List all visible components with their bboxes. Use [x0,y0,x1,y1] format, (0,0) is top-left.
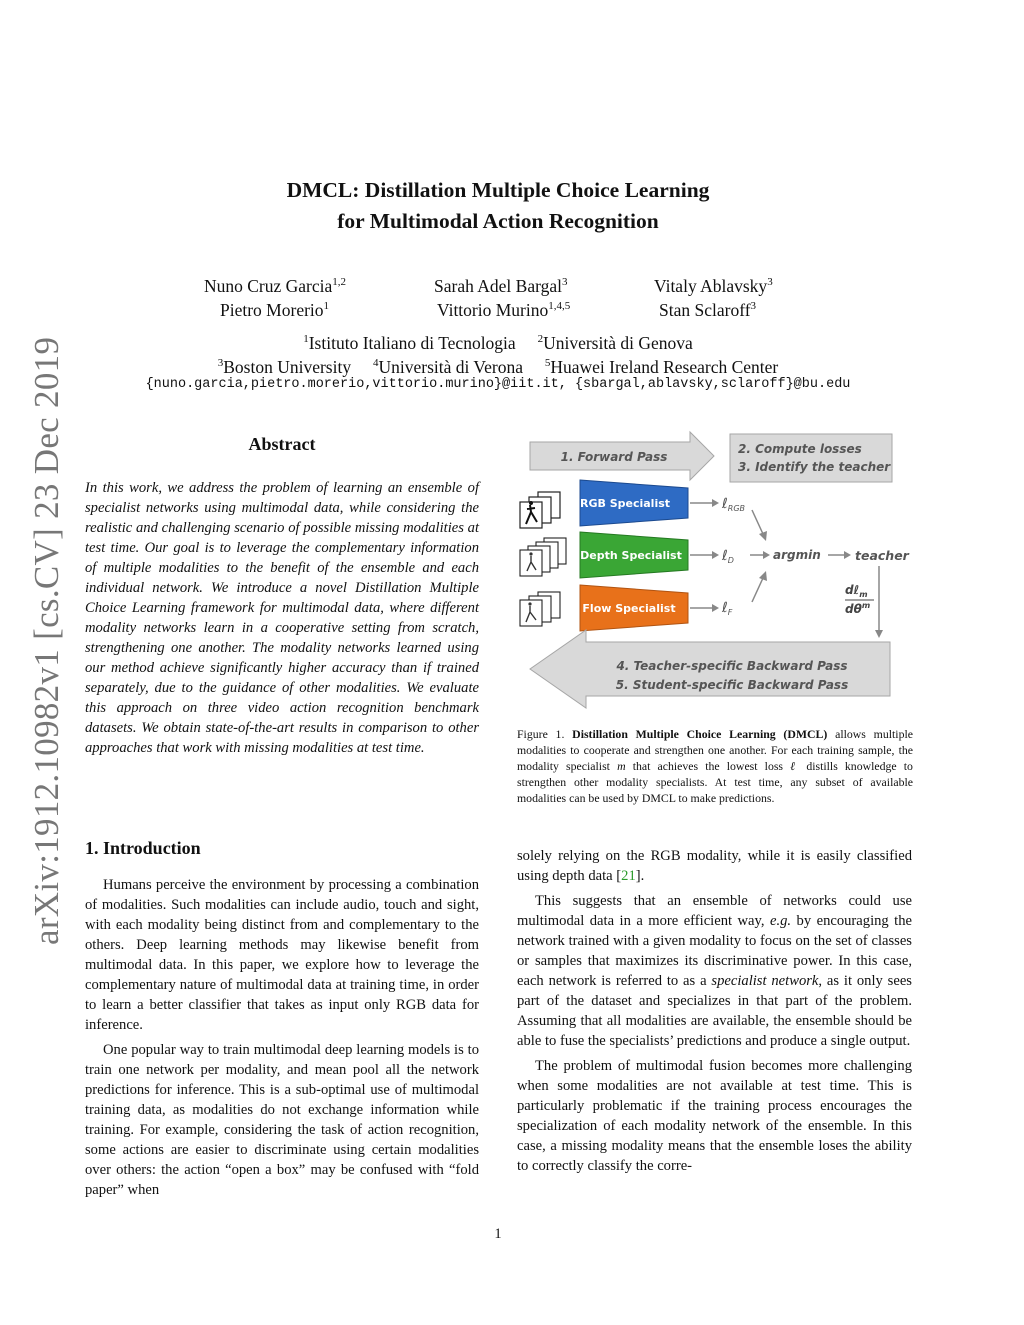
backward-pass-label-1: 4. Teacher-specific Backward Pass [616,659,848,673]
citation-21[interactable]: 21 [621,868,636,884]
introduction-heading: 1. Introduction [85,838,201,858]
right-paragraph-1: solely relying on the RGB modality, while it is easily classified using depth data [21]. [517,848,912,884]
author-4: Pietro Morerio$^1$ [220,299,330,320]
specialist-to-loss-arrows [690,499,719,612]
identify-teacher-label: 3. Identify the teacher [738,460,891,474]
loss-flow: ℓ$_F$ [722,600,733,617]
right-paragraph-3: The problem of multimodal fusion becomes more challenging when some modalities are not available at test time. This is particularly problematic if the training process encourages the specialization of each modality network of the ensemble. In this case, a missing modality means that the ensemble loses the ability to correctly classify the corre- [517,1058,912,1174]
forward-pass-label: 1. Forward Pass [560,450,668,464]
figure-1-diagram [516,430,914,710]
depth-frames-icon [520,538,566,576]
author-1: Nuno Cruz Garcia$^{1,2}$ [204,275,347,296]
teacher-down-arrow [875,566,883,638]
compute-losses-label: 2. Compute losses [738,442,862,456]
argmin-to-teacher-arrow [828,551,851,559]
svg-text:dθm: $d\theta^m$ [845,601,871,616]
paper-title [0,175,996,237]
argmin-label: argmin [773,548,821,562]
flow-frames-icon [520,592,560,626]
affiliation-4: $^4$Università di Verona [372,356,523,377]
author-5: Vittorio Murino$^{1,4,5}$ [437,299,571,320]
svg-text:dℓm: dℓ$_m$ [845,583,868,599]
left-column-text [85,875,479,1205]
affiliation-1: $^1$Istituto Italiano di Tecnologia [303,332,516,353]
loss-to-argmin-arrows [750,510,770,602]
intro-paragraph-1: Humans perceive the environment by processing a combination of modalities. Such modalities can include audio, touch and sight, with each modality being distinct from and complementary to the others. Deep learning methods may likewise benefit from multimodal data. In this paper, we explore how to leverage the complementary nature of multimodal data at training time, in order to learn a better classifier that takes as input only RGB data for inference. [85,877,479,1033]
title-line-1: DMCL: Distillation Multiple Choice Learning [286,178,710,202]
depth-specialist-label: Depth Specialist [580,549,682,562]
title-line-2: for Multimodal Action Recognition [337,209,659,233]
abstract-text: In this work, we address the problem of learning an ensemble of specialist networks using multimodal data, while considering the realistic and challenging scenario of possible missing modalities at test time. Our goal is to leverage the complementary information of multiple modalities to the benefit of the ensemble and each individual network. We introduce a novel Distillation Multiple Choice Learning framework for multimodal data, where different modality networks learn in a cooperative setting from scratch, strengthening one another. The modality networks learned using our method achieve significantly higher accuracy than if trained separately, due to the guidance of other modalities. We evaluate this approach on three video action recognition benchmark datasets. We obtain state-of-the-art results in comparison to other approaches that work with missing modalities at test time. [85,480,479,756]
affiliation-3: $^3$Boston University [217,356,352,377]
abstract-heading: Abstract [248,434,316,454]
affiliation-2: $^2$Università di Genova [537,332,693,353]
author-3: Vitaly Ablavsky$^3$ [654,275,773,296]
intro-paragraph-2: One popular way to train multimodal deep learning models is to train one network per modality, and mean pool all the network predictions for inference. This is a sub-optimal use of multimodal training data, as modalities do not exchange information while training. For example, considering the task of action recognition, some actions are easier to discriminate using certain modalities over others: the action “open a box” may be confused with “fold paper” when [85,1042,479,1198]
affiliation-5: $^5$Huawei Ireland Research Center [544,356,779,377]
loss-depth: ℓ$_D$ [722,548,734,565]
figure-1-caption: Figure 1. Distillation Multiple Choice Learning (DMCL) allows multiple modalities to cooperate and strengthen one another. For each training sample, the modality specialist m that achieves the lowest loss ℓ distills knowledge to strengthen other modality specialists. At test time, any subset of available modalities can be used by DMCL to make predictions. [517,727,913,805]
gradient-fraction [845,583,874,616]
page-number: 1 [494,1226,502,1242]
author-2: Sarah Adel Bargal$^3$ [434,275,568,296]
right-column-text [517,846,912,1181]
author-6: Stan Sclaroff$^3$ [659,299,757,320]
teacher-label: teacher [855,548,909,563]
author-emails: {nuno.garcia,pietro.morerio,vittorio.murino}@iit.it, {sbargal,ablavsky,sclaroff}@bu.edu [145,377,851,392]
backward-pass-label-2: 5. Student-specific Backward Pass [615,678,849,692]
rgb-frames-icon [520,492,560,528]
rgb-specialist-label: RGB Specialist [579,497,671,510]
loss-rgb: ℓ$_{RGB}$ [722,496,746,513]
arxiv-identifier: arXiv:1912.10982v1 [cs.CV] 23 Dec 2019 [27,336,66,945]
right-paragraph-2: This suggests that an ensemble of networks could use multimodal data in a more efficient way, e.g. by encouraging the network trained with a given modality to focus on the set of classes or samples that maximizes its discriminative power. In this case, each network is referred to as a specialist network, as it only sees part of the dataset and specializes in that part of the problem. Assuming that all modalities are available, the ensemble should be able to fuse the specialists’ predictions and produce a single output. [517,893,913,1049]
affiliations-line-2 [0,351,996,379]
flow-specialist-label: Flow Specialist [582,602,676,615]
